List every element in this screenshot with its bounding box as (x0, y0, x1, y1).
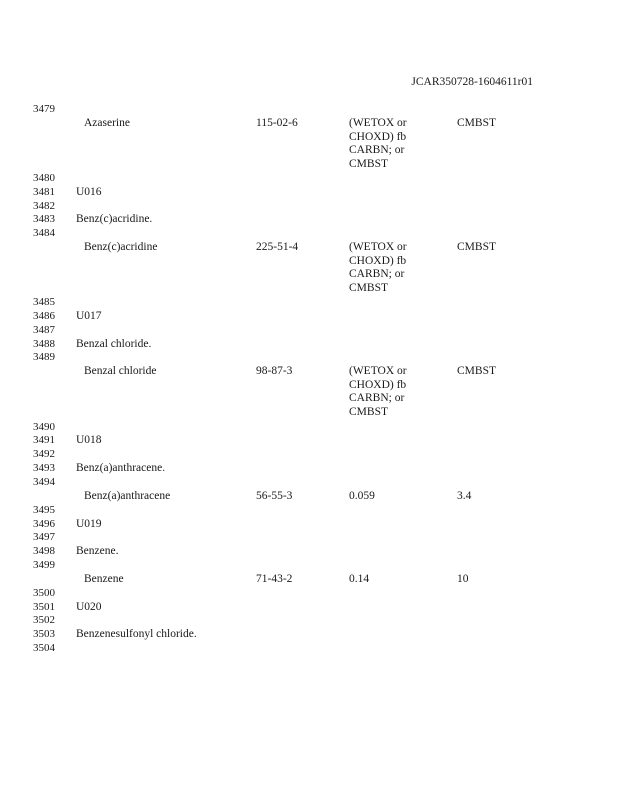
line-number: 3494 (33, 476, 55, 488)
waste-code: U016 (76, 186, 102, 198)
line-number: 3504 (33, 642, 55, 654)
line-number: 3496 (33, 518, 55, 530)
waste-title: Benzene. (76, 545, 119, 557)
row-wastewater-standard: (WETOX or CHOXD) fb CARBN; or CMBST (349, 117, 407, 170)
line-number: 3481 (33, 186, 55, 198)
row-wastewater-standard: (WETOX or CHOXD) fb CARBN; or CMBST (349, 365, 407, 418)
line-number: 3486 (33, 310, 55, 322)
row-cas-number: 115-02-6 (256, 117, 298, 129)
waste-code: U019 (76, 518, 102, 530)
line-number: 3502 (33, 614, 55, 626)
row-nonwastewater-standard: CMBST (457, 241, 496, 253)
line-number: 3490 (33, 421, 55, 433)
line-number: 3493 (33, 462, 55, 474)
row-cas-number: 225-51-4 (256, 241, 299, 253)
line-number: 3498 (33, 545, 55, 557)
row-wastewater-standard: 0.14 (349, 573, 370, 585)
waste-title: Benz(c)acridine. (76, 213, 153, 225)
line-number: 3501 (33, 601, 55, 613)
line-number: 3480 (33, 172, 55, 184)
line-number: 3485 (33, 296, 55, 308)
row-cas-number: 56-55-3 (256, 490, 293, 502)
row-cas-number: 98-87-3 (256, 365, 293, 377)
row-nonwastewater-standard: CMBST (457, 365, 496, 377)
row-chemical-name: Benz(c)acridine (84, 241, 158, 253)
row-chemical-name: Benz(a)anthracene (84, 490, 171, 502)
waste-title: Benz(a)anthracene. (76, 462, 166, 474)
row-nonwastewater-standard: CMBST (457, 117, 496, 129)
line-number: 3479 (33, 103, 55, 115)
line-number: 3487 (33, 324, 55, 336)
line-number: 3497 (33, 531, 55, 543)
line-number: 3491 (33, 434, 55, 446)
line-number: 3488 (33, 338, 55, 350)
row-nonwastewater-standard: 10 (457, 573, 469, 585)
row-wastewater-standard: 0.059 (349, 490, 375, 502)
row-chemical-name: Benzal chloride (84, 365, 157, 377)
row-wastewater-standard: (WETOX or CHOXD) fb CARBN; or CMBST (349, 241, 407, 294)
row-cas-number: 71-43-2 (256, 573, 293, 585)
waste-code: U018 (76, 434, 102, 446)
line-number: 3500 (33, 587, 55, 599)
page-header-doc-id: JCAR350728-1604611r01 (411, 76, 533, 88)
line-number: 3495 (33, 504, 55, 516)
waste-code: U017 (76, 310, 102, 322)
row-chemical-name: Azaserine (84, 117, 130, 129)
line-number: 3503 (33, 628, 55, 640)
line-number: 3483 (33, 213, 55, 225)
line-number: 3482 (33, 200, 55, 212)
waste-title: Benzal chloride. (76, 338, 152, 350)
line-number: 3492 (33, 448, 55, 460)
waste-code: U020 (76, 601, 102, 613)
line-number: 3484 (33, 227, 55, 239)
line-number: 3489 (33, 351, 55, 363)
row-chemical-name: Benzene (84, 573, 124, 585)
row-nonwastewater-standard: 3.4 (457, 490, 472, 502)
line-number: 3499 (33, 559, 55, 571)
waste-title: Benzenesulfonyl chloride. (76, 628, 197, 640)
